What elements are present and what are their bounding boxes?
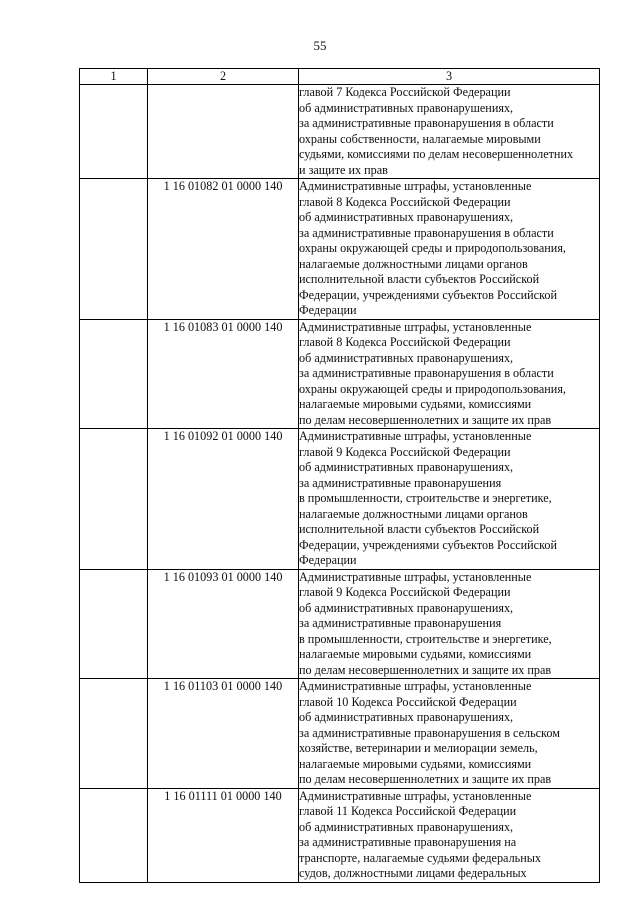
description-line: налагаемые мировыми судьями, комиссиями: [299, 397, 532, 411]
description-cell: [299, 679, 600, 789]
description-line: хозяйстве, ветеринарии и мелиорации земель,: [299, 741, 538, 755]
header-col-1: 1: [80, 69, 148, 85]
description-cell: [299, 788, 600, 882]
description-line: об административных правонарушениях,: [299, 710, 514, 724]
table-row: [80, 179, 600, 320]
description-cell: [299, 429, 600, 570]
description-line: главой 11 Кодекса Российской Федерации: [299, 804, 517, 818]
description-line: транспорте, налагаемые судьями федеральных: [299, 850, 542, 865]
description-line: за административные правонарушения: [299, 475, 502, 490]
description-line: по делам несовершеннолетних и защите их прав: [299, 772, 552, 786]
description-line: охраны окружающей среды и природопользования,: [299, 381, 566, 396]
description-line: об административных правонарушениях,: [299, 210, 514, 224]
description-line: Административные штрафы, установленные: [299, 569, 532, 584]
table-row: [80, 788, 600, 882]
table-row: [80, 429, 600, 570]
description-line: в промышленности, строительстве и энергетике,: [299, 491, 552, 505]
description-line: судьями, комиссиями по делам несовершеннолетних: [299, 147, 574, 161]
description-line: за административные правонарушения: [299, 616, 502, 630]
description-line: за административные правонарушения в сельском: [299, 725, 560, 740]
table-row: [80, 679, 600, 789]
row-number-cell: [80, 179, 148, 320]
classification-code: 1 16 01103 01 0000 140: [148, 679, 299, 789]
description-line: судов, должностными лицами федеральных: [299, 866, 527, 880]
row-number-cell: [80, 85, 148, 179]
row-number-cell: [80, 788, 148, 882]
description-line: за административные правонарушения в области: [299, 116, 554, 130]
description-line: налагаемые должностными лицами органов: [299, 256, 528, 271]
description-line: об административных правонарушениях,: [299, 100, 514, 115]
description-line: Федерации: [299, 553, 357, 567]
description-line: Административные штрафы, установленные: [299, 788, 532, 803]
page-number: 55: [313, 38, 327, 53]
classification-code: 1 16 01083 01 0000 140: [148, 319, 299, 429]
row-number-cell: [80, 679, 148, 789]
description-line: об административных правонарушениях,: [299, 600, 514, 615]
description-line: по делам несовершеннолетних и защите их прав: [299, 662, 552, 677]
description-line: Федерации, учреждениями субъектов Российской: [299, 287, 558, 302]
description-cell: [299, 179, 600, 320]
table-row: [80, 319, 600, 429]
row-number-cell: [80, 319, 148, 429]
description-line: исполнительной власти субъектов Российской: [299, 522, 540, 536]
description-line: налагаемые мировыми судьями, комиссиями: [299, 647, 532, 661]
description-line: главой 7 Кодекса Российской Федерации: [299, 85, 511, 99]
description-line: Федерации: [299, 303, 357, 317]
classification-code: 1 16 01093 01 0000 140: [148, 569, 299, 679]
description-line: за административные правонарушения на: [299, 835, 517, 849]
description-line: Федерации, учреждениями субъектов Российской: [299, 537, 558, 552]
description-line: налагаемые должностными лицами органов: [299, 506, 528, 521]
revenue-codes-table: [79, 68, 600, 883]
description-cell: [299, 85, 600, 179]
description-line: об административных правонарушениях,: [299, 350, 514, 365]
description-cell: [299, 569, 600, 679]
description-line: исполнительной власти субъектов Российской: [299, 272, 540, 286]
description-line: главой 9 Кодекса Российской Федерации: [299, 585, 511, 599]
classification-code: 1 16 01092 01 0000 140: [148, 429, 299, 570]
table-row: [80, 569, 600, 679]
header-col-3: 3: [299, 69, 600, 85]
table-row: [80, 85, 600, 179]
description-line: об административных правонарушениях,: [299, 819, 514, 834]
description-line: за административные правонарушения в области: [299, 366, 554, 380]
description-line: и защите их прав: [299, 162, 388, 177]
description-line: главой 9 Кодекса Российской Федерации: [299, 444, 511, 459]
description-line: главой 8 Кодекса Российской Федерации: [299, 335, 511, 349]
description-line: в промышленности, строительстве и энергетике,: [299, 631, 552, 646]
classification-code: 1 16 01111 01 0000 140: [148, 788, 299, 882]
description-line: Административные штрафы, установленные: [299, 429, 532, 443]
description-line: главой 10 Кодекса Российской Федерации: [299, 694, 517, 709]
header-col-2: 2: [148, 69, 299, 85]
classification-code: [148, 85, 299, 179]
description-line: Административные штрафы, установленные: [299, 679, 532, 693]
row-number-cell: [80, 569, 148, 679]
description-line: Административные штрафы, установленные: [299, 319, 532, 334]
description-line: охраны собственности, налагаемые мировыми: [299, 131, 541, 146]
row-number-cell: [80, 429, 148, 570]
description-line: за административные правонарушения в области: [299, 225, 554, 240]
table-header-row: [80, 69, 600, 85]
classification-code: 1 16 01082 01 0000 140: [148, 179, 299, 320]
description-line: Административные штрафы, установленные: [299, 179, 532, 193]
description-line: налагаемые мировыми судьями, комиссиями: [299, 756, 532, 771]
description-cell: [299, 319, 600, 429]
description-line: главой 8 Кодекса Российской Федерации: [299, 194, 511, 209]
description-line: об административных правонарушениях,: [299, 460, 514, 474]
description-line: охраны окружающей среды и природопользования,: [299, 241, 566, 255]
description-line: по делам несовершеннолетних и защите их прав: [299, 412, 552, 427]
